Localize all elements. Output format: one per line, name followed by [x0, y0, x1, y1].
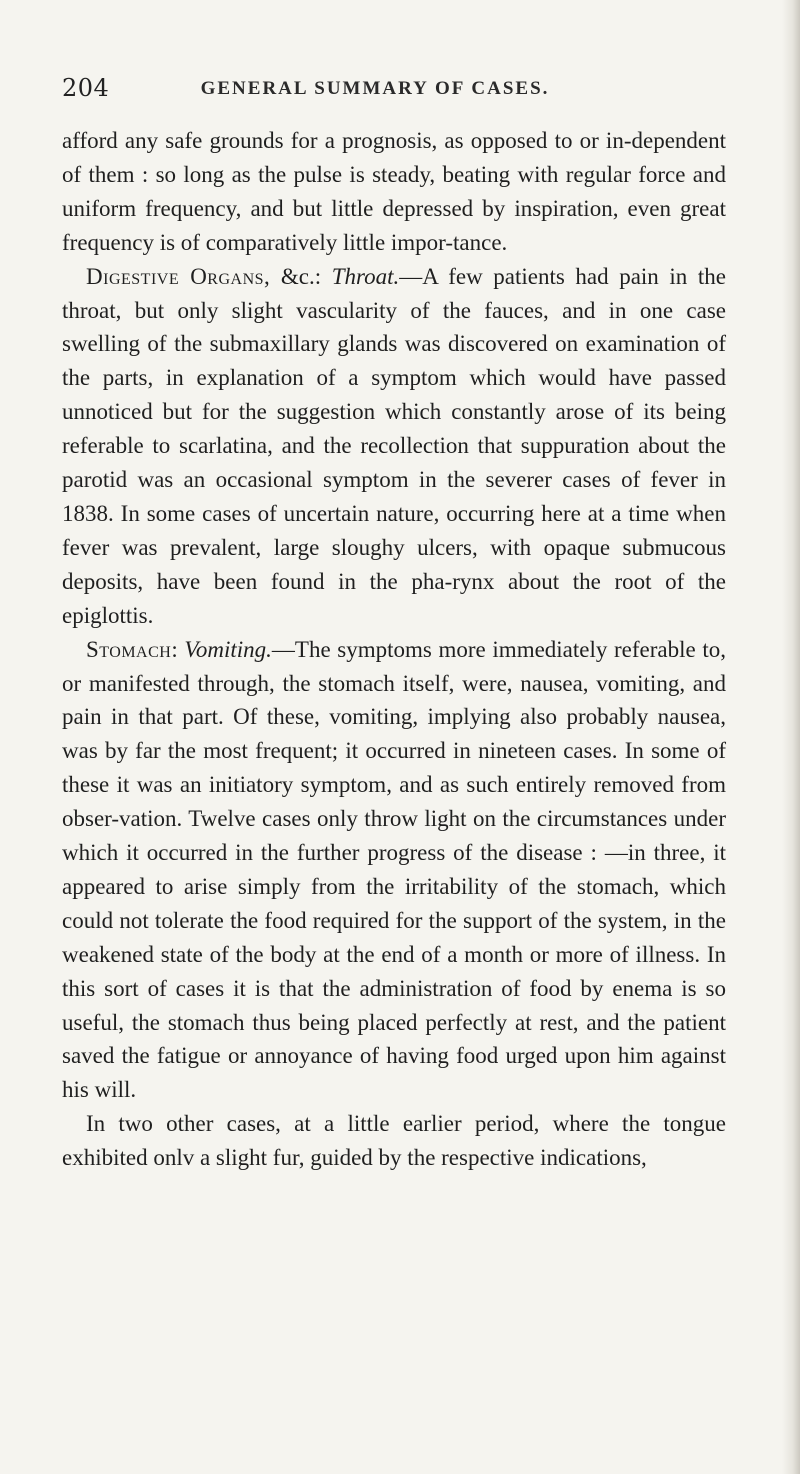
paragraph-2 — [62, 260, 726, 633]
subheading-vomiting: Vomiting. — [184, 636, 272, 662]
paragraph-3-text: —The symptoms more immediately referable to, or manifested through, the stomach itself, were, nausea, vomiting, and pain in that part. Of these, vomiting, implying also probably nausea, was by far the most frequent; it occurred in nineteen cases. In some of these it was an initiatory symptom, and as such entirely removed from obser-vation. Twelve cases only throw light on the circumstances under which it occurred in the further progress of the disease : —in three, it appeared to arise simply from the irritability of the stomach, which could not tolerate the food required for the support of the system, in the weakened state of the body at the end of a month or more of illness. In this sort of cases it is that the administration of food by enema is so useful, the stomach thus being placed perfectly at rest, and the patient saved the fatigue or annoyance of having food urged upon him against his will. — [62, 636, 726, 1103]
section-heading-digestive-organs: Digestive Organs, — [86, 263, 271, 289]
subheading-throat: Throat. — [331, 263, 400, 289]
paragraph-3 — [62, 633, 726, 1108]
section-heading-stomach: Stomach — [86, 636, 172, 662]
page-header — [62, 74, 672, 114]
paragraph-2-text: —A few patients had pain in the throat, but only slight vascularity of the fauces, and in one case swelling of the submaxillary glands was discovered on examination of the parts, in explanation of a symptom which would have passed unnoticed but for the suggestion which constantly arose of its being referable to scarlatina, and the recollection that suppuration about the parotid was an occasional symptom in the severer cases of fever in 1838. In some cases of uncertain nature, occurring here at a time when fever was prevalent, large sloughy ulcers, with opaque submucous deposits, have been found in the pha-rynx about the root of the epiglottis. — [62, 263, 726, 628]
paragraph-3-lead-mid: : — [171, 636, 185, 662]
page-edge-shadow — [782, 0, 800, 1474]
paragraph-1-text: afford any safe grounds for a prognosis, as opposed to or in-dependent of them : so long as the pulse is steady, beating with regular force and uniform frequency, and but little depressed by inspiration, even great frequency is of comparatively little impor-tance. — [62, 128, 726, 255]
page-number: 204 — [62, 74, 110, 102]
paragraph-4 — [62, 1107, 726, 1175]
body-text — [62, 124, 726, 1175]
paragraph-4-text: In two other cases, at a little earlier period, where the tongue exhibited onlv a slight fur, guided by the respective indications, — [62, 1111, 726, 1171]
paragraph-2-lead-mid: &c.: — [270, 263, 332, 289]
paragraph-1 — [62, 124, 726, 260]
running-head: GENERAL SUMMARY OF CASES. — [200, 78, 550, 99]
